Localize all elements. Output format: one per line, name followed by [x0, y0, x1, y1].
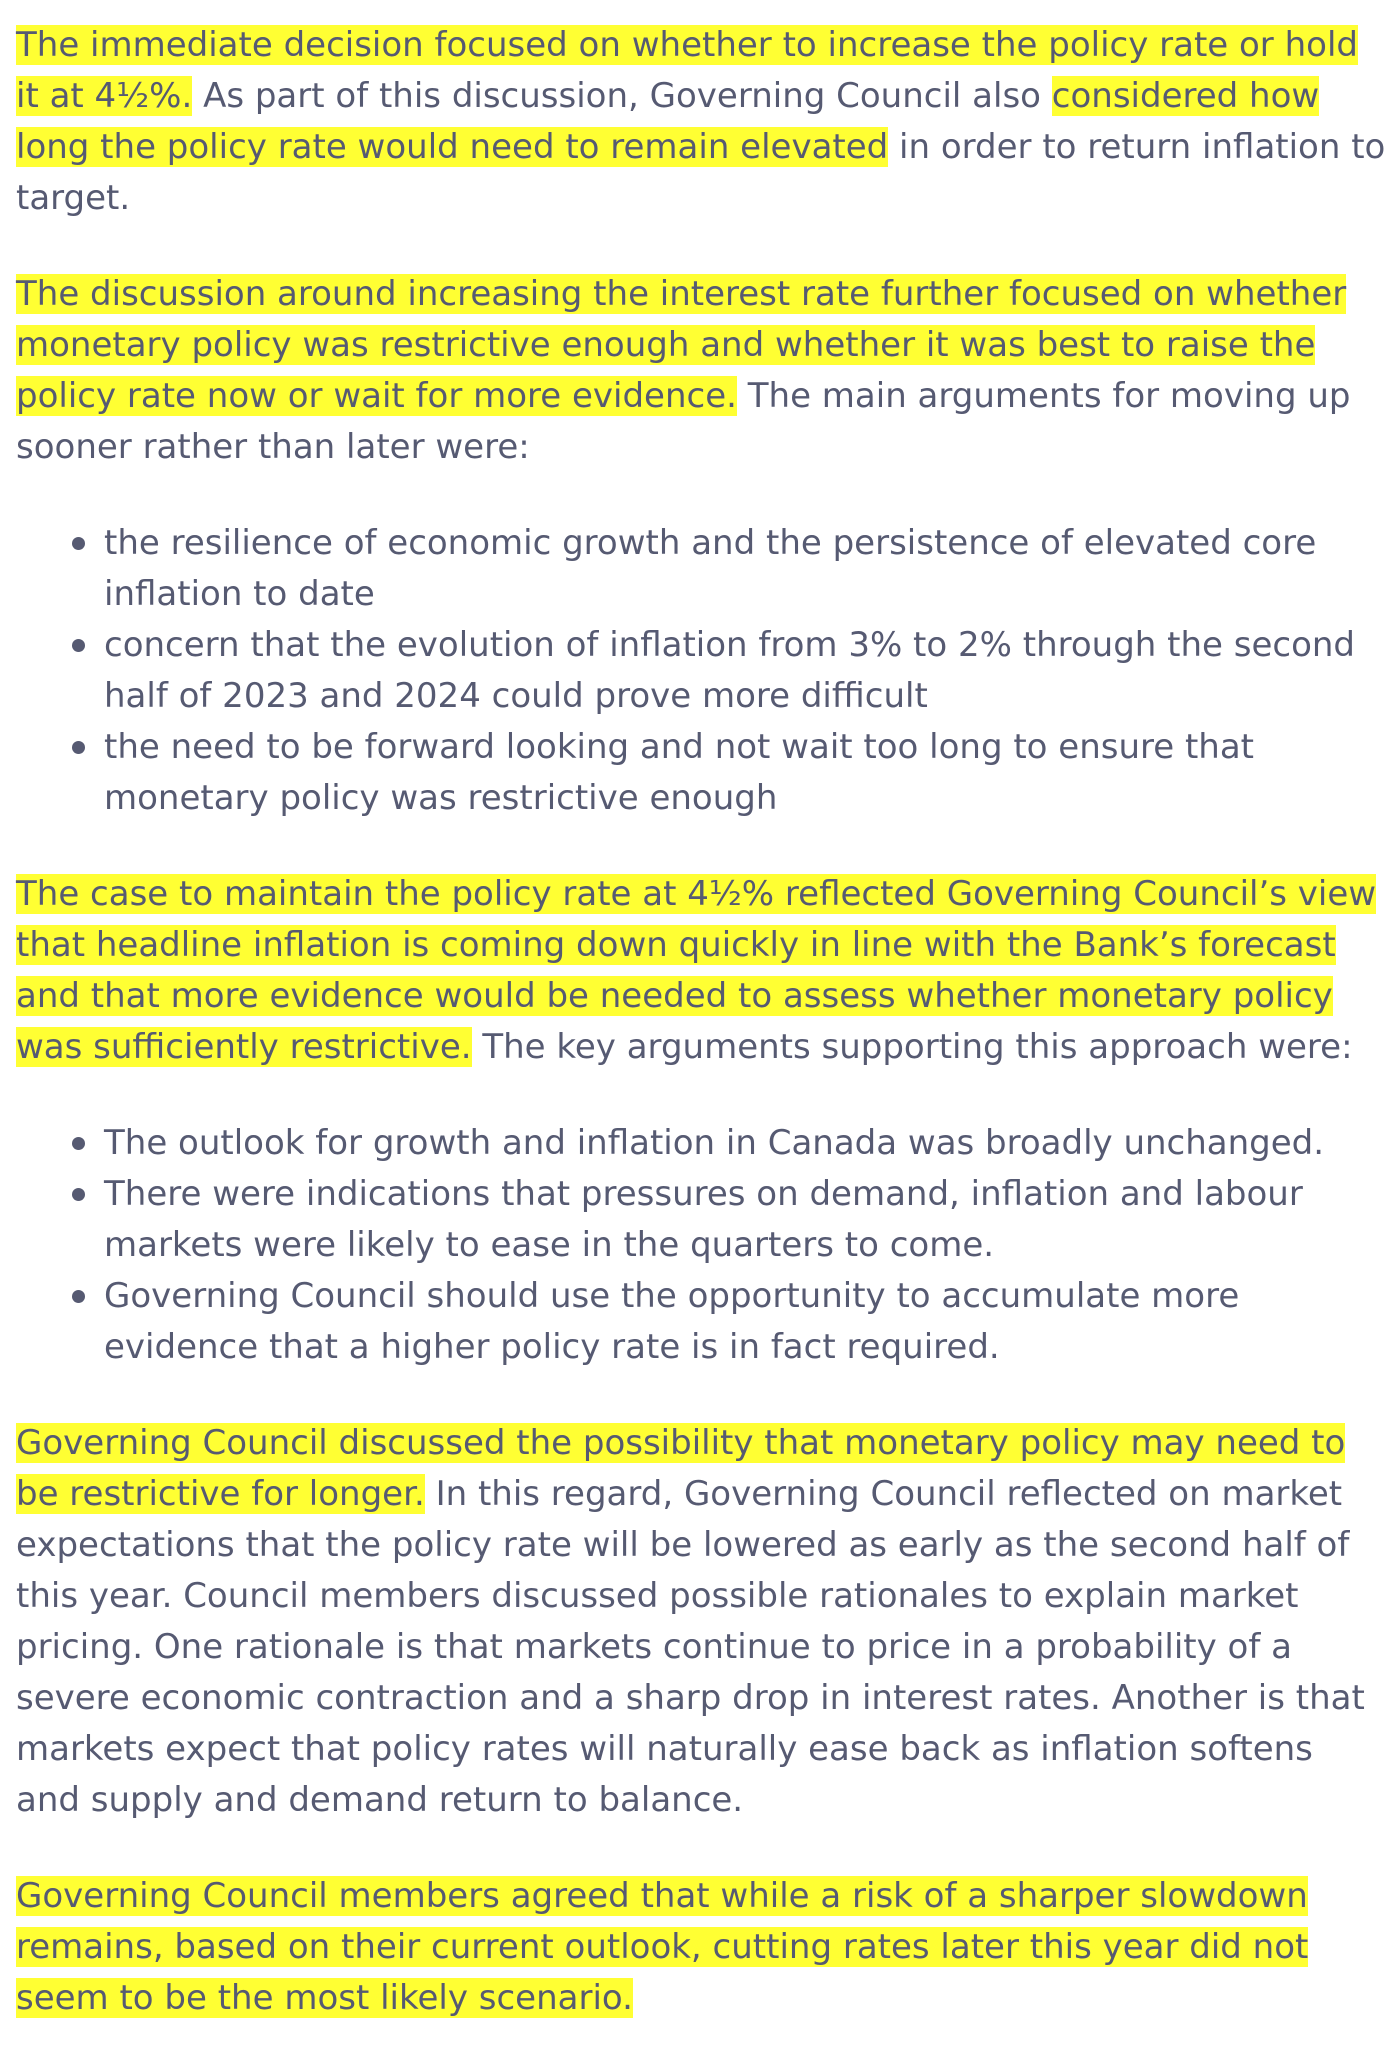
document-body: [16, 20, 1386, 2069]
highlighted-text: Governing Council discussed the possibility that monetary policy may need to be restrictive for longer.: [16, 1423, 1346, 1514]
list-item: [104, 1118, 1386, 1169]
list-item: [104, 620, 1386, 722]
highlighted-text: The case to maintain the policy rate at 4½% reflected Governing Council’s view that headline inflation is coming down quickly in line with the Bank’s forecast and that more evidence would be needed to assess whether monetary policy was sufficiently restrictive.: [16, 874, 1377, 1067]
bullet-icon: [72, 1290, 85, 1303]
bullet-icon: [72, 537, 85, 550]
list-item-text: the resilience of economic growth and the persistence of elevated core inflation to date: [104, 523, 1317, 614]
highlighted-text: Governing Council members agreed that while a risk of a sharper slowdown remains, based on their current outlook, cutting rates later this year did not seem to be the most likely scenario.: [16, 1876, 1309, 2018]
bullet-list-arguments-for-raising: [16, 518, 1386, 824]
list-item-text: The outlook for growth and inflation in Canada was broadly unchanged.: [104, 1123, 1325, 1163]
bullet-icon: [72, 639, 85, 652]
list-item-text: concern that the evolution of inflation from 3% to 2% through the second half of 2023 and 2024 could prove more difficult: [104, 625, 1356, 716]
list-item: [104, 1271, 1386, 1373]
bullet-list-arguments-for-holding: [16, 1118, 1386, 1373]
paragraph-increase-discussion: [16, 269, 1386, 473]
list-item-text: There were indications that pressures on demand, inflation and labour markets were likely to ease in the quarters to come.: [104, 1174, 1303, 1265]
highlighted-text: considered how long the policy rate would need to remain elevated: [16, 76, 1320, 167]
paragraph-case-to-maintain: [16, 869, 1386, 1073]
bullet-icon: [72, 741, 85, 754]
list-item-text: the need to be forward looking and not wait too long to ensure that monetary policy was restrictive enough: [104, 727, 1255, 818]
paragraph-restrictive-longer: [16, 1418, 1386, 1826]
bullet-icon: [72, 1188, 85, 1201]
highlighted-text: The immediate decision focused on whether to increase the policy rate or hold it at 4½%.: [16, 25, 1358, 116]
plain-text: As part of this discussion, Governing Council also: [192, 76, 1052, 116]
list-item-text: Governing Council should use the opportunity to accumulate more evidence that a higher policy rate is in fact required.: [104, 1276, 1240, 1367]
paragraph-decision: [16, 20, 1386, 224]
list-item: [104, 1169, 1386, 1271]
plain-text: The main arguments for moving up sooner rather than later were:: [16, 376, 1351, 467]
plain-text: in order to return inflation to target.: [16, 127, 1386, 218]
list-item: [104, 518, 1386, 620]
list-item: [104, 722, 1386, 824]
bullet-icon: [72, 1137, 85, 1150]
highlighted-text: The discussion around increasing the interest rate further focused on whether monetary policy was restrictive enough and whether it was best to raise the policy rate now or wait for more evidence.: [16, 274, 1347, 416]
plain-text: In this regard, Governing Council reflected on market expectations that the policy rate will be lowered as early as the second half of this year. Council members discussed possible rationales to explain market pricing. One rationale is that markets continue to price in a probability of a severe economic contraction and a sharp drop in interest rates. Another is that markets expect that policy rates will naturally ease back as inflation softens and supply and demand return to balance.: [16, 1474, 1365, 1820]
paragraph-agreement: [16, 1871, 1386, 2024]
plain-text: The key arguments supporting this approach were:: [471, 1027, 1353, 1067]
